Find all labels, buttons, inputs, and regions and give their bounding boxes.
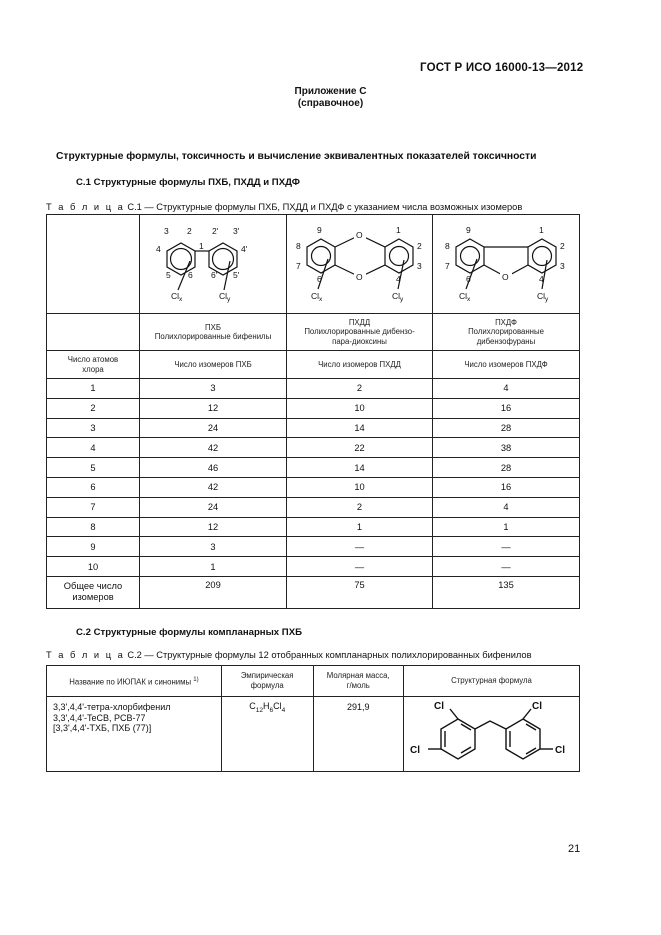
table-row (47, 557, 580, 577)
table-c2-caption (46, 650, 532, 660)
atom-label: 2 (417, 241, 422, 251)
atom-label: 4 (539, 274, 544, 284)
chlorine-label: Cl (554, 745, 565, 756)
molar-mass: 291,9 (313, 697, 403, 772)
document-header: ГОСТ Р ИСО 16000-13—2012 (420, 62, 584, 74)
subsection-c1-heading: С.1 Структурные формулы ПХБ, ПХДД и ПХДФ (76, 177, 300, 188)
chlorine-label: $Cl_y$ (392, 291, 404, 303)
empty-corner-cell (47, 215, 140, 314)
chlorine-label: Cl (531, 701, 542, 712)
table-cell: 1 (287, 517, 433, 537)
atom-label: 5' (233, 270, 240, 280)
atom-label: 4 (396, 274, 401, 284)
table-cell: 75 (287, 576, 433, 608)
table-cell: 46 (140, 458, 287, 478)
pcdd-structure-cell (287, 215, 433, 314)
column-header-molar-mass: Молярная масса, г/моль (313, 666, 403, 697)
atom-label: 2' (212, 226, 219, 236)
table-row (47, 418, 580, 438)
table-cell: — (287, 557, 433, 577)
table-cell: 209 (140, 576, 287, 608)
compound-synonym: [3,3',4,4'-ТХБ, ПХБ (77)] (53, 723, 152, 733)
table-cell: 16 (433, 477, 580, 497)
table-cell: 24 (140, 497, 287, 517)
pcdd-structure-diagram (287, 215, 432, 311)
atom-label: 3 (560, 261, 565, 271)
table-cell: 12 (140, 517, 287, 537)
table-cell: 28 (433, 458, 580, 478)
table-cell: 7 (47, 497, 140, 517)
atom-label: 5 (166, 270, 171, 280)
chlorine-label: $Cl_y$ (219, 291, 231, 303)
atom-label: 7 (445, 261, 450, 271)
subsection-c2-heading: С.2 Структурные формулы компланарных ПХБ (76, 627, 302, 638)
oxygen-label: O (502, 272, 509, 282)
table-cell: 14 (287, 458, 433, 478)
atom-label: 8 (445, 241, 450, 251)
table-cell: 3 (47, 418, 140, 438)
chlorine-label: Cl (409, 745, 420, 756)
annex-heading (0, 86, 661, 110)
table-row (47, 697, 580, 772)
pcb77-structure-diagram (404, 697, 579, 769)
table-cell: 42 (140, 438, 287, 458)
table-cell: 9 (47, 537, 140, 557)
pcb-name: ПХБ Полихлорированные бифенилы (140, 314, 287, 351)
table-row (47, 497, 580, 517)
caption-prefix: Т а б л и ц а (46, 202, 125, 212)
table-cell: — (287, 537, 433, 557)
pcb-structure-cell (140, 215, 287, 314)
atom-label: 1 (199, 241, 204, 251)
atom-label: 2 (187, 226, 192, 236)
atom-label: 9 (317, 225, 322, 235)
atom-label: 6 (188, 270, 193, 280)
table-cell: 22 (287, 438, 433, 458)
table-cell: 1 (47, 379, 140, 399)
table-row (47, 477, 580, 497)
atom-label: 1 (396, 225, 401, 235)
empirical-formula: $C_{12}H_6Cl_4$ (221, 697, 313, 772)
table-cell: 24 (140, 418, 287, 438)
compound-synonym: 3,3',4,4'-TeCB, PCB-77 (53, 712, 146, 723)
chlorine-label: Cl (433, 701, 444, 712)
atom-label: 6' (211, 270, 218, 280)
table-cell: 42 (140, 477, 287, 497)
table-cell: 135 (433, 576, 580, 608)
column-header-chlorine-count: Число атомов хлора (47, 351, 140, 379)
atom-label: 9 (466, 225, 471, 235)
table-cell: 38 (433, 438, 580, 458)
annex-subtitle: (справочное) (297, 98, 364, 109)
table-cell: 1 (433, 517, 580, 537)
table-cell: 2 (47, 398, 140, 418)
table-cell: — (433, 537, 580, 557)
table-row (47, 438, 580, 458)
table-cell: 3 (140, 537, 287, 557)
atom-label: 3' (233, 226, 240, 236)
atom-label: 6 (317, 274, 322, 284)
table-row (47, 398, 580, 418)
table-row (47, 458, 580, 478)
oxygen-label: O (356, 272, 363, 282)
annex-title: Приложение С (294, 86, 367, 97)
table-cell: 10 (47, 557, 140, 577)
caption-text: С.2 — Структурные формулы 12 отобранных компланарных полихлорированных бифенилов (124, 650, 532, 660)
oxygen-label: O (356, 230, 363, 240)
section-title: Структурные формулы, токсичность и вычисление эквивалентных показателей токсичности (56, 151, 537, 162)
table-cell: 6 (47, 477, 140, 497)
table-cell: 14 (287, 418, 433, 438)
atom-label: 3 (164, 226, 169, 236)
table-c2 (46, 665, 580, 772)
compound-name: 3,3',4,4'-тетра-хлорбифенил (53, 702, 171, 712)
chlorine-label: $Cl_y$ (537, 291, 549, 303)
structure-cell (403, 697, 579, 772)
pcdf-name: ПХДФ Полихлорированные дибензофураны (433, 314, 580, 351)
table-cell: 3 (140, 379, 287, 399)
table-cell: 4 (47, 438, 140, 458)
table-cell: 8 (47, 517, 140, 537)
atom-label: 4' (241, 244, 248, 254)
page-number: 21 (568, 843, 581, 855)
caption-text: С.1 — Структурные формулы ПХБ, ПХДД и ПХДФ с указанием числа возможных изомеров (124, 202, 523, 212)
atom-label: 8 (296, 241, 301, 251)
table-cell: 4 (433, 379, 580, 399)
column-header-pcdd-isomers: Число изомеров ПХДД (287, 351, 433, 379)
pcdd-name: ПХДД Полихлорированные дибензо- пара-диоксины (287, 314, 433, 351)
atom-label: 1 (539, 225, 544, 235)
table-cell: 16 (433, 398, 580, 418)
atom-label: 3 (417, 261, 422, 271)
table-cell: 12 (140, 398, 287, 418)
atom-label: 4 (156, 244, 161, 254)
table-c1-caption (46, 202, 522, 212)
pcb-structure-diagram (140, 215, 286, 311)
chlorine-label: $Cl_x$ (311, 291, 323, 303)
table-cell: 4 (433, 497, 580, 517)
compound-names-cell (47, 697, 222, 772)
table-cell: 1 (140, 557, 287, 577)
chlorine-label: $Cl_x$ (171, 291, 183, 303)
table-cell: 10 (287, 398, 433, 418)
chlorine-label: $Cl_x$ (459, 291, 471, 303)
atom-label: 6 (466, 274, 471, 284)
column-header-formula: Эмпирическая формула (221, 666, 313, 697)
table-cell: Общее число изомеров (47, 576, 140, 608)
table-row (47, 379, 580, 399)
atom-label: 7 (296, 261, 301, 271)
column-header-structure: Структурная формула (403, 666, 579, 697)
table-row (47, 517, 580, 537)
column-header-pcdf-isomers: Число изомеров ПХДФ (433, 351, 580, 379)
table-c1 (46, 214, 580, 609)
table-cell: 10 (287, 477, 433, 497)
table-cell: 5 (47, 458, 140, 478)
column-header-iupac-name: Название по ИЮПАК и синонимы $^{1)}$ (47, 666, 222, 697)
column-header-pcb-isomers: Число изомеров ПХБ (140, 351, 287, 379)
table-cell: 2 (287, 379, 433, 399)
table-cell: 2 (287, 497, 433, 517)
pcdf-structure-diagram (433, 215, 579, 311)
empty-name-cell (47, 314, 140, 351)
table-cell: — (433, 557, 580, 577)
caption-prefix: Т а б л и ц а (46, 650, 125, 660)
table-cell: 28 (433, 418, 580, 438)
table-row (47, 537, 580, 557)
total-row (47, 576, 580, 608)
atom-label: 2 (560, 241, 565, 251)
pcdf-structure-cell (433, 215, 580, 314)
